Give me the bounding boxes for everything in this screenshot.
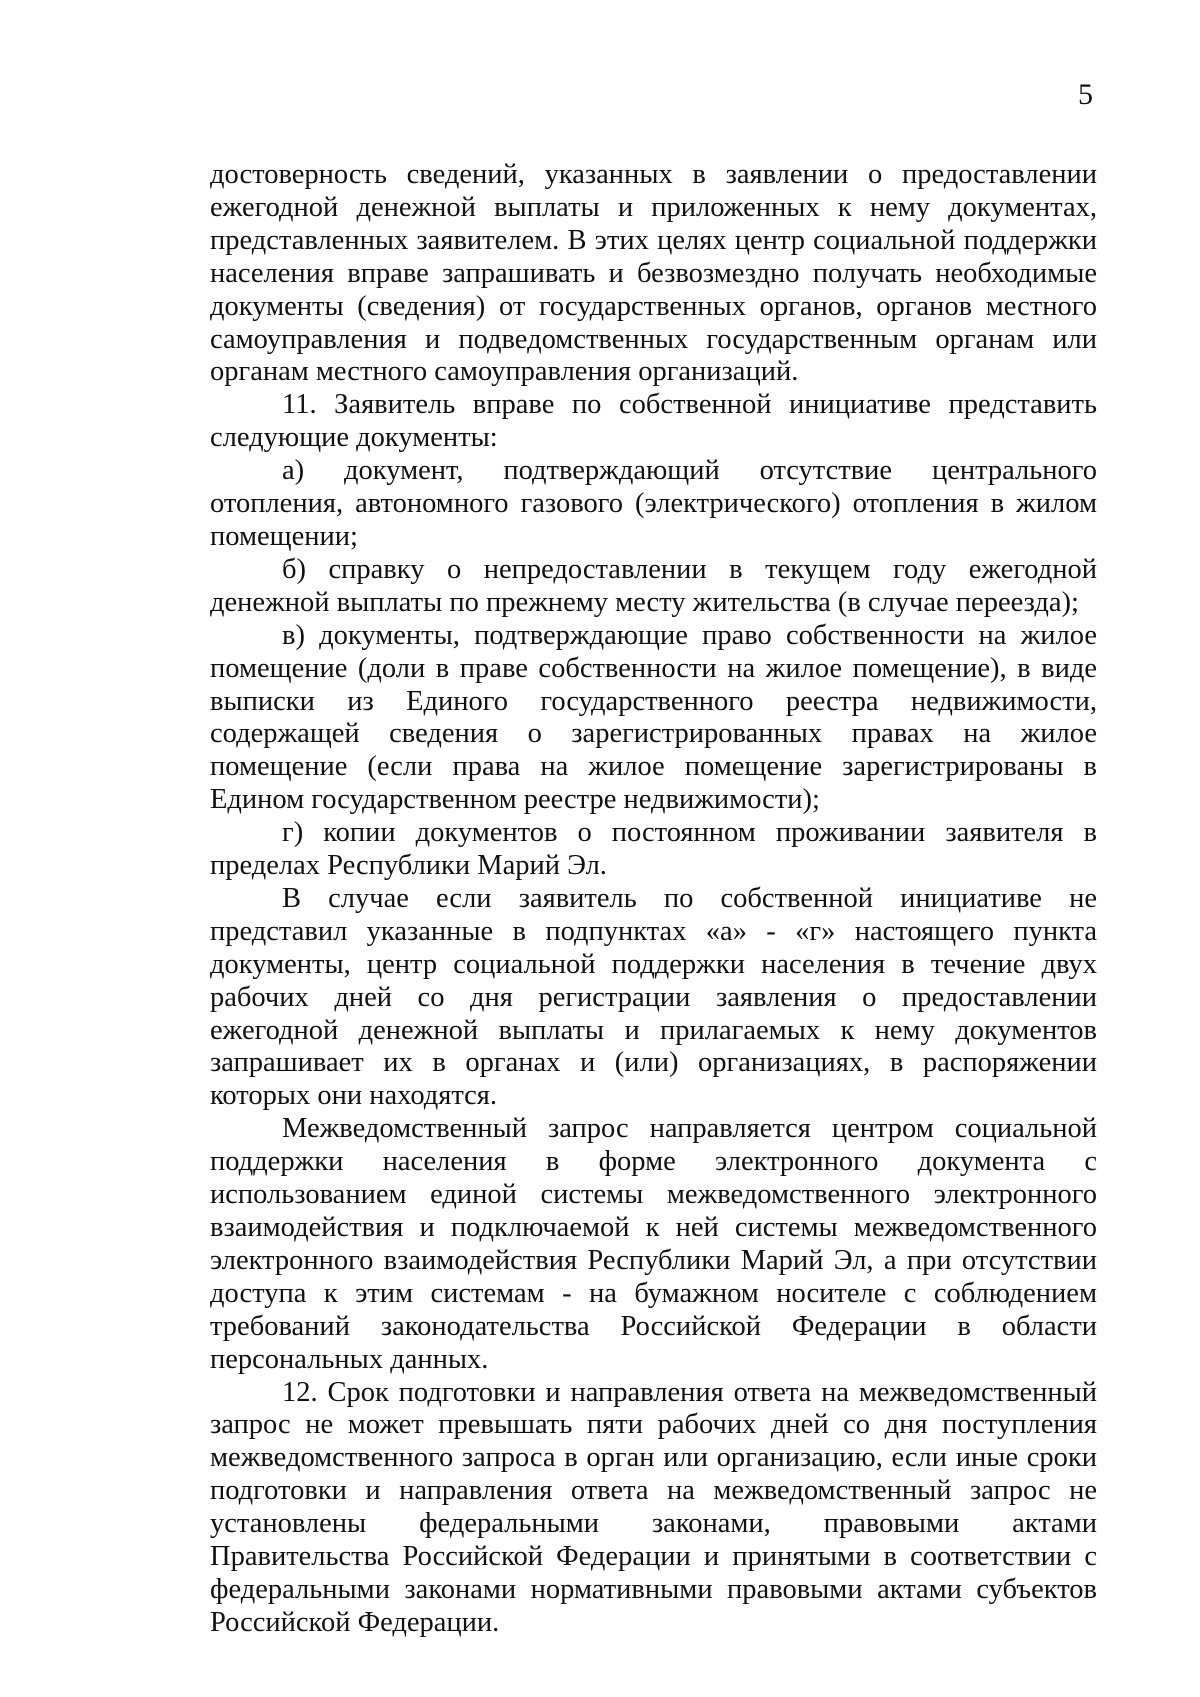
paragraph: 12. Срок подготовки и направления ответа на межведомственный запрос не может превышать пяти рабочих дней со дня поступления межведомственного запроса в орган или организацию, если иные сроки подготовки и направления ответа на межведомственный запрос не установлены федеральными законами, правовыми актами Правительства Российской Федерации и принятыми в соответствии с федеральными законами нормативными правовыми актами субъектов Российской Федерации. (210, 1376, 1097, 1638)
paragraph: Межведомственный запрос направляется центром социальной поддержки населения в форме электронного документа с использованием единой системы межведомственного электронного взаимодействия и подключаемой к ней системы межведомственного электронного взаимодействия Республики Марий Эл, а при отсутствии доступа к этим системам - на бумажном носителе с соблюдением требований законодательства Российской Федерации в области персональных данных. (210, 1113, 1097, 1375)
paragraph: б) справку о непредоставлении в текущем году ежегодной денежной выплаты по прежнему месту жительства (в случае переезда); (210, 553, 1097, 618)
paragraph: г) копии документов о постоянном проживании заявителя в пределах Республики Марий Эл. (210, 817, 1097, 882)
paragraph: В случае если заявитель по собственной инициативе не представил указанные в подпунктах «а» - «г» настоящего пункта документы, центр социальной поддержки населения в течение двух рабочих дней со дня регистрации заявления о предоставлении ежегодной денежной выплаты и прилагаемых к нему документов запрашивает их в органах и (или) организациях, в распоряжении которых они находятся. (210, 882, 1097, 1112)
paragraph: 11. Заявитель вправе по собственной инициативе представить следующие документы: (210, 389, 1097, 454)
paragraph: достоверность сведений, указанных в заявлении о предоставлении ежегодной денежной выплаты и приложенных к нему документах, представленных заявителем. В этих целях центр социальной поддержки населения вправе запрашивать и безвозмездно получать необходимые документы (сведения) от государственных органов, органов местного самоуправления и подведомственных государственным органам или органам местного самоуправления организаций. (210, 159, 1097, 388)
paragraph: а) документ, подтверждающий отсутствие центрального отопления, автономного газового (электрического) отопления в жилом помещении; (210, 455, 1097, 552)
page-number: 5 (1078, 78, 1093, 111)
paragraph: в) документы, подтверждающие право собственности на жилое помещение (доли в праве собственности на жилое помещение), в виде выписки из Единого государственного реестра недвижимости, содержащей сведения о зарегистрированных правах на жилое помещение (если права на жилое помещение зарегистрированы в Едином государственном реестре недвижимости); (210, 619, 1097, 816)
document-body (210, 159, 1097, 1640)
